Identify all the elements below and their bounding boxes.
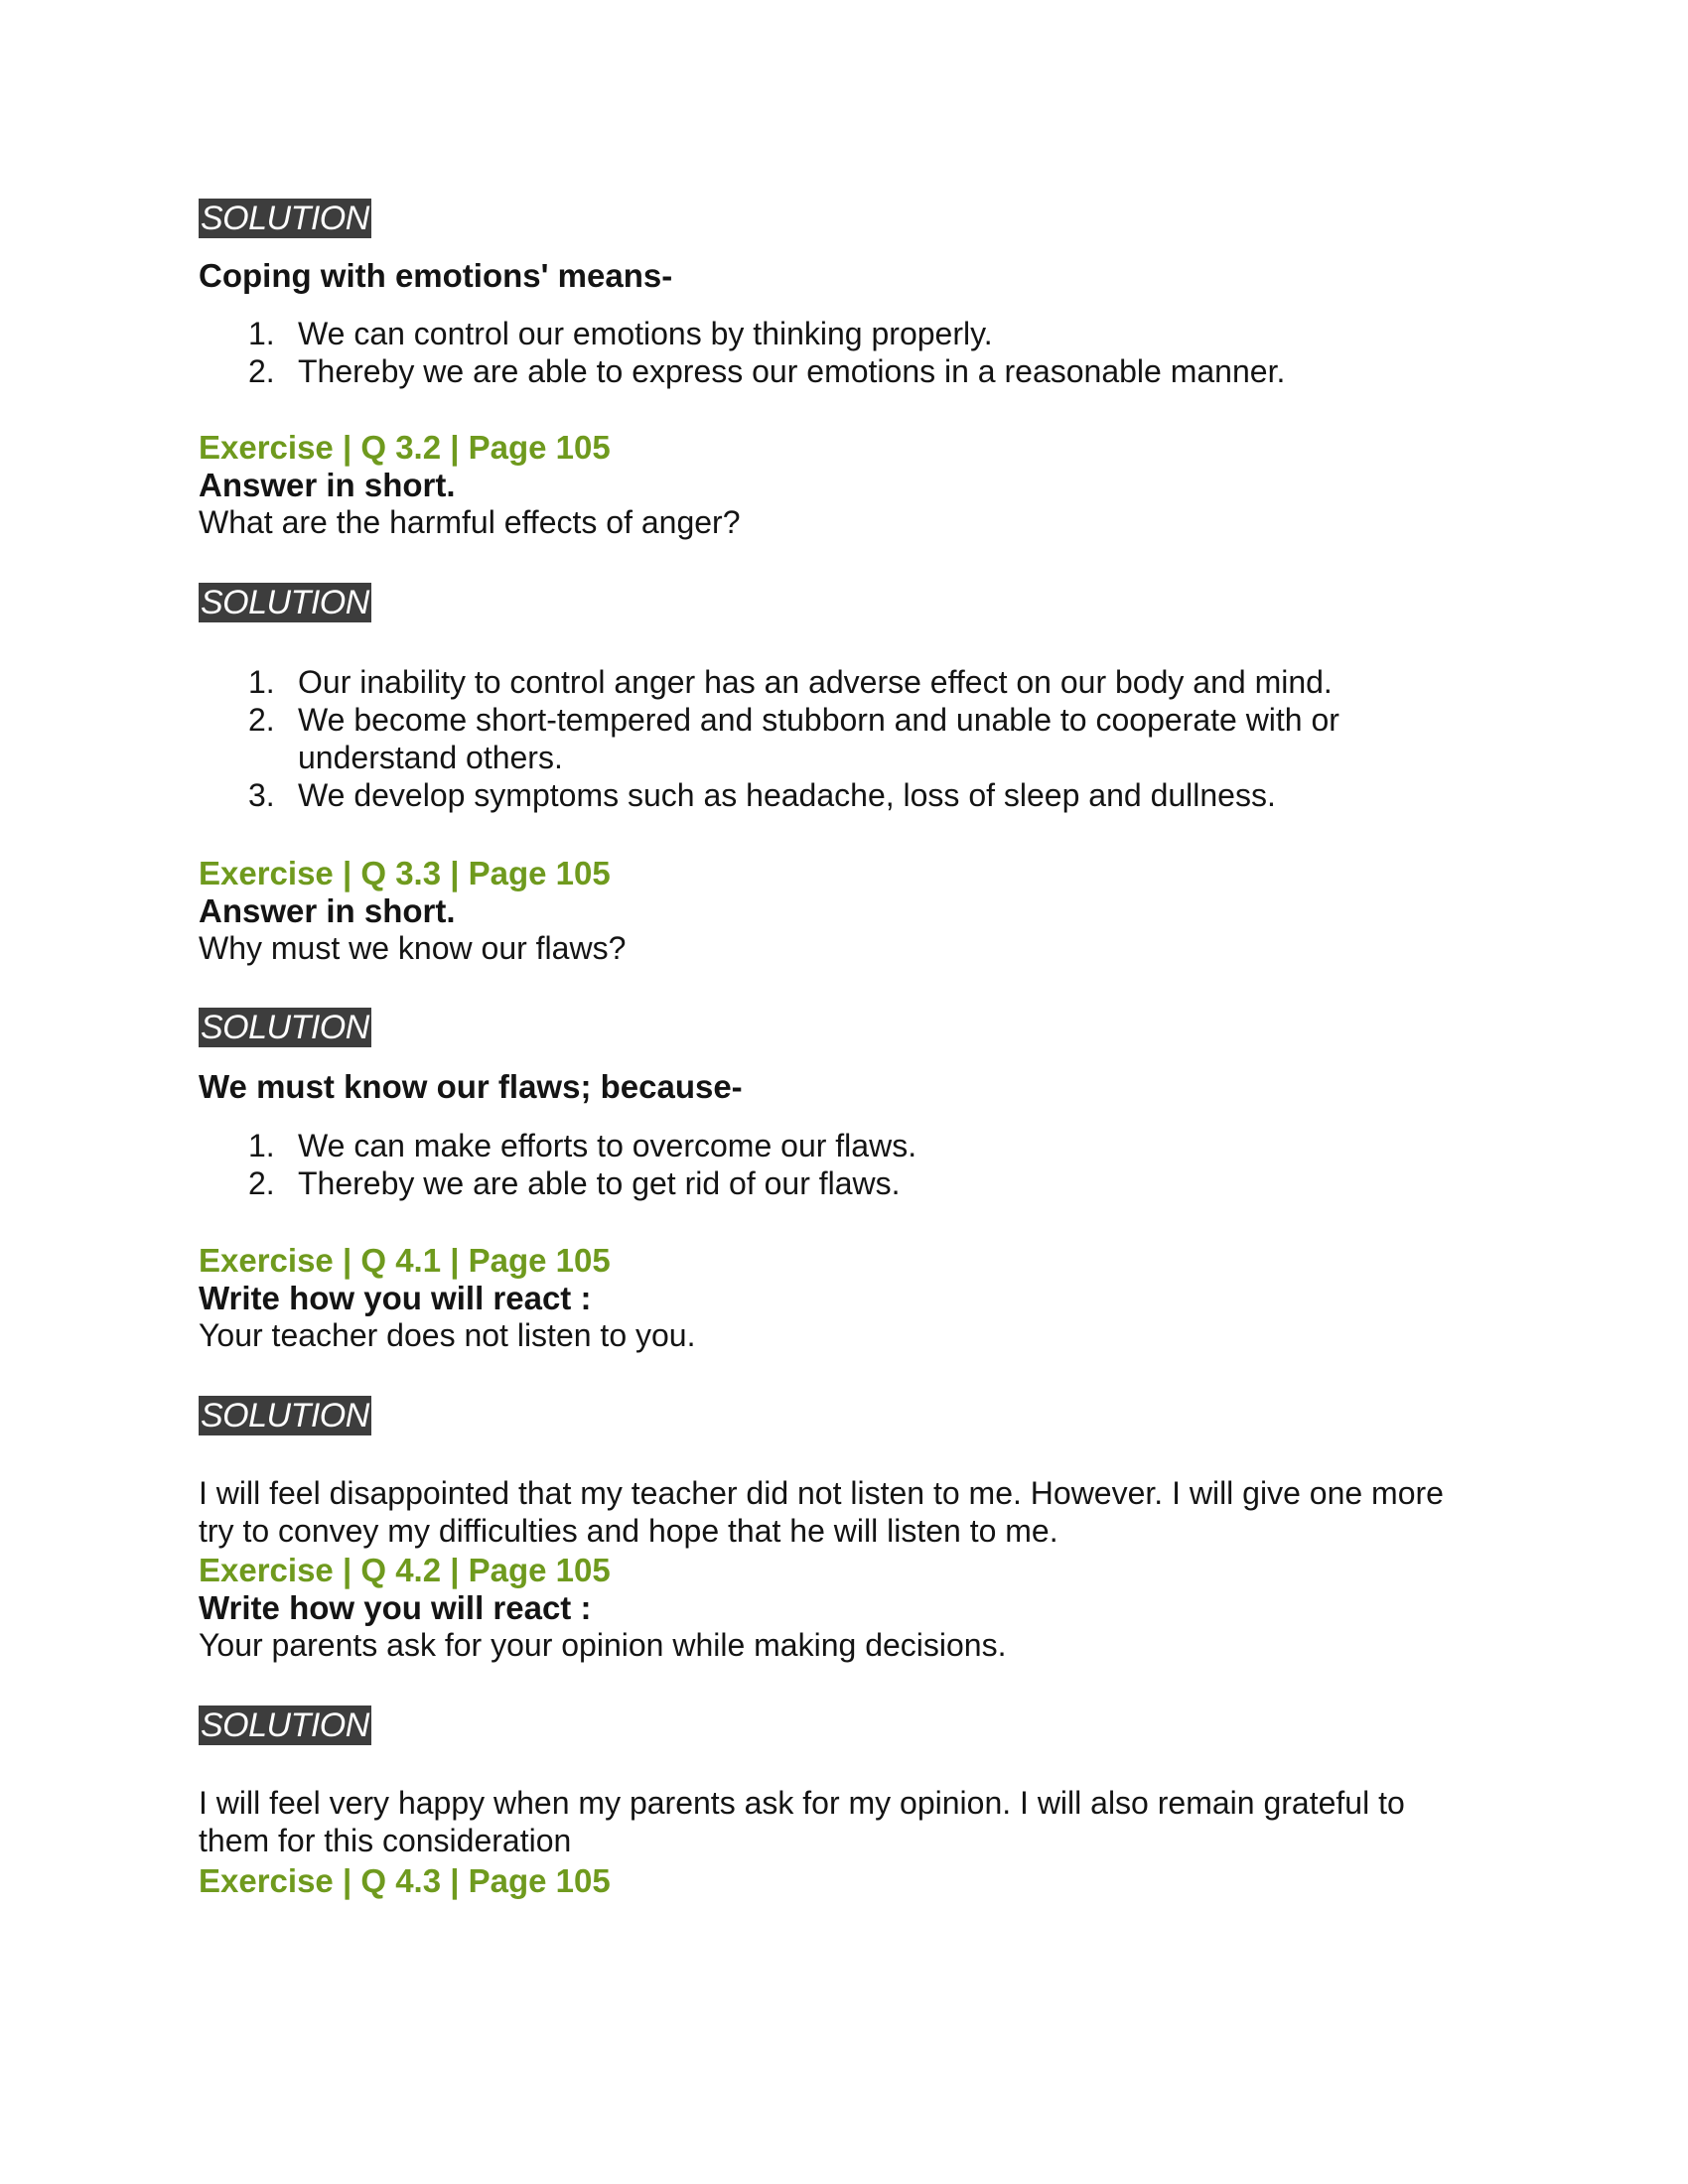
list-item: 2. Thereby we are able to get rid of our flaws. <box>248 1165 901 1201</box>
list-item: 2. We become short-tempered and stubborn and unable to cooperate with or understand others. <box>248 702 1339 775</box>
answer-paragraph: I will feel disappointed that my teacher did not listen to me. However. I will give one more try to convey my difficulties and hope that he will listen to me. <box>199 1475 1444 1549</box>
solution-badge: SOLUTION <box>201 1009 369 1046</box>
question-text: What are the harmful effects of anger? <box>199 504 741 540</box>
exercise-header: Exercise | Q 4.2 | Page 105 <box>199 1552 611 1588</box>
answer-lead: We must know our flaws; because- <box>199 1068 743 1105</box>
exercise-header: Exercise | Q 4.1 | Page 105 <box>199 1242 611 1279</box>
question-text: Your teacher does not listen to you. <box>199 1317 696 1353</box>
solution-badge: SOLUTION <box>201 1397 369 1434</box>
list-item: 2. Thereby we are able to express our emotions in a reasonable manner. <box>248 353 1286 389</box>
solution-section-4 <box>199 1396 371 1435</box>
solution-section-1 <box>199 199 371 238</box>
answer-list <box>248 315 1285 390</box>
list-item: 1. Our inability to control anger has an adverse effect on our body and mind. <box>248 664 1333 700</box>
question-text: Your parents ask for your opinion while making decisions. <box>199 1627 1007 1663</box>
solution-section-3 <box>199 1008 371 1047</box>
question-instruction: Answer in short. <box>199 892 456 929</box>
answer-list <box>248 663 1539 814</box>
solution-badge: SOLUTION <box>201 200 369 237</box>
question-text: Why must we know our flaws? <box>199 930 627 966</box>
question-instruction: Write how you will react : <box>199 1280 592 1316</box>
list-item: 3. We develop symptoms such as headache, loss of sleep and dullness. <box>248 777 1276 813</box>
list-item: 1. We can control our emotions by thinking properly. <box>248 316 993 351</box>
solution-section-2 <box>199 583 371 622</box>
answer-list <box>248 1127 916 1202</box>
list-item: 1. We can make efforts to overcome our flaws. <box>248 1128 917 1163</box>
answer-lead: Coping with emotions' means- <box>199 257 673 294</box>
question-instruction: Write how you will react : <box>199 1589 592 1626</box>
exercise-header: Exercise | Q 3.3 | Page 105 <box>199 855 611 891</box>
solution-section-5 <box>199 1706 371 1745</box>
exercise-header: Exercise | Q 4.3 | Page 105 <box>199 1862 611 1899</box>
solution-badge: SOLUTION <box>201 584 369 621</box>
solution-badge: SOLUTION <box>201 1706 369 1744</box>
answer-paragraph: I will feel very happy when my parents ask for my opinion. I will also remain grateful to them for this consideration <box>199 1785 1405 1858</box>
question-instruction: Answer in short. <box>199 467 456 503</box>
exercise-header: Exercise | Q 3.2 | Page 105 <box>199 429 611 466</box>
